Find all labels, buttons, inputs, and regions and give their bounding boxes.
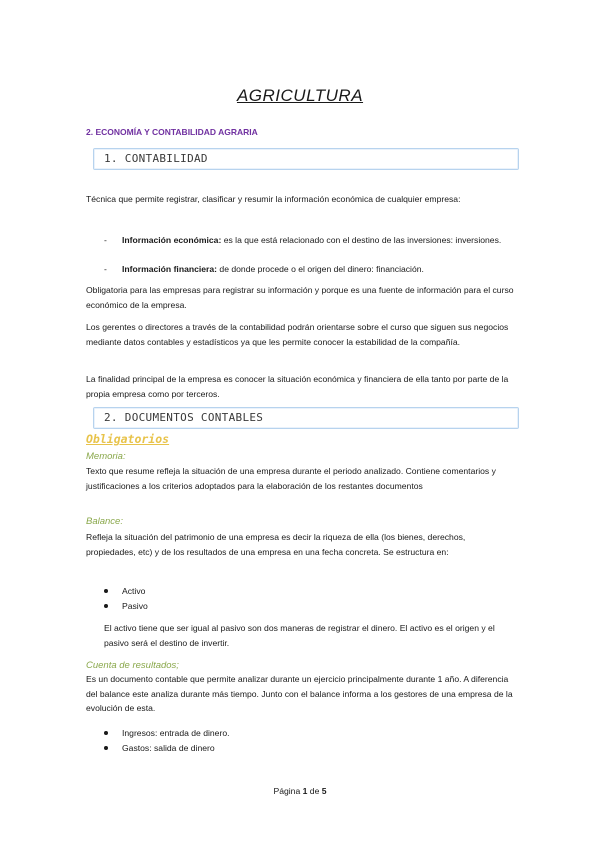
bullet-marker [104, 746, 108, 750]
list-text: Activo [122, 586, 146, 596]
page-footer: Página 1 de 5 [273, 786, 327, 796]
memoria-text: Texto que resume refleja la situación de una empresa durante el periodo analizado. Contiene comentarios y justificaciones a los criterios adoptados para la elaboración de los restantes documentos [86, 466, 496, 491]
current-page: 1 [302, 786, 308, 796]
obligatorios-heading: Obligatorios [86, 432, 170, 446]
list-term: Información económica: [122, 235, 222, 245]
section-heading-documentos [93, 407, 519, 429]
resultados-text: Es un documento contable que permite analizar durante un ejercicio principalmente durante 1 año. A diferencia del balance este analiza durante más tiempo. Junto con el balance informa a los gestores de una empresa de la evolución de esta. [86, 674, 513, 713]
balance-heading: Balance: [86, 516, 123, 527]
section-heading-contabilidad [93, 148, 519, 170]
list-term: Información financiera: [122, 264, 218, 274]
list-item [104, 599, 148, 613]
dash-marker: - [104, 264, 107, 274]
list-text: de donde procede o el origen del dinero: financiación. [217, 264, 424, 274]
paragraph: Obligatoria para las empresas para registrar su información y porque es una fuente de información para el curso económico de la empresa. [86, 285, 514, 310]
paragraph: La finalidad principal de la empresa es conocer la situación económica y financiera de ella tanto por parte de la propia empresa como por terceros. [86, 374, 509, 399]
bullet-marker [104, 589, 108, 593]
dash-marker: - [104, 235, 107, 245]
list-item [104, 726, 230, 740]
page-title: AGRICULTURA [236, 86, 364, 105]
list-text: Ingresos: entrada de dinero. [122, 728, 230, 738]
list-text: es la que está relacionado con el destino de las inversiones: inversiones. [221, 235, 502, 245]
section-heading-label: 1. CONTABILIDAD [104, 152, 208, 165]
balance-note: El activo tiene que ser igual al pasivo son dos maneras de registrar el dinero. El activo es el origen y el pasivo será el destino de invertir. [104, 623, 495, 648]
list-item [104, 262, 512, 276]
total-pages: 5 [321, 786, 327, 796]
list-item [104, 741, 215, 755]
list-text: Gastos: salida de dinero [122, 743, 215, 753]
bullet-marker [104, 731, 108, 735]
list-item [104, 233, 512, 247]
resultados-heading: Cuenta de resultados; [86, 660, 179, 671]
contabilidad-intro: Técnica que permite registrar, clasificar y resumir la información económica de cualquier empresa: [86, 194, 461, 204]
section-heading-label: 2. DOCUMENTOS CONTABLES [104, 411, 264, 424]
bullet-marker [104, 604, 108, 608]
document-subtitle: 2. ECONOMÍA Y CONTABILIDAD AGRARIA [86, 127, 258, 137]
list-text: Pasivo [122, 601, 148, 611]
list-item [104, 584, 145, 598]
paragraph: Los gerentes o directores a través de la contabilidad podrán orientarse sobre el curso que siguen sus negocios mediante datos contables y estadísticos ya que les permite conocer la estabilidad de la compañía. [86, 322, 509, 347]
balance-text: Refleja la situación del patrimonio de una empresa es decir la riqueza de ella (los bienes, derechos, propiedades, etc) y de los resultados de una empresa en una fecha concreta. Se estructura en: [86, 532, 466, 557]
memoria-heading: Memoria: [86, 451, 126, 462]
